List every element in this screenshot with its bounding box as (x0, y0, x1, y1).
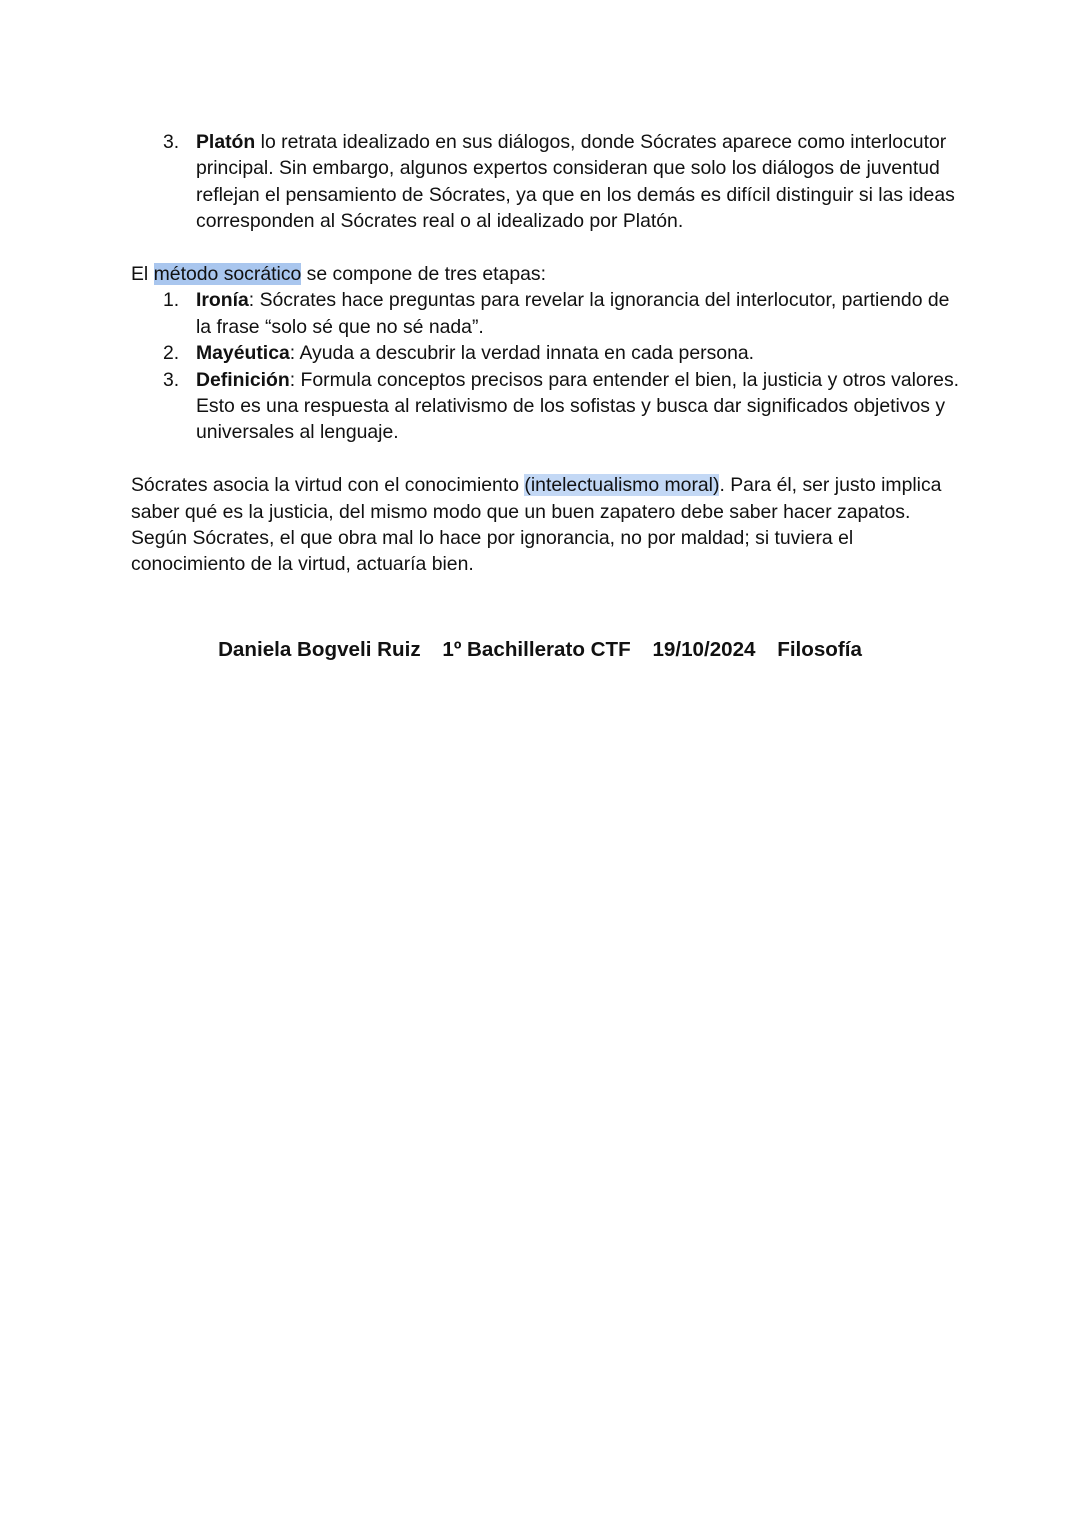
list-item-text: : Formula conceptos precisos para entender el bien, la justicia y otros valores. Esto es una respuesta al relativismo de los sofistas y busca dar significados objetivos y universales al lenguaje. (196, 368, 960, 444)
list-number: 1. (163, 289, 180, 312)
footer-date: 19/10/2024 (652, 638, 756, 661)
list-item (131, 287, 961, 340)
document-body (131, 129, 961, 578)
list-number: 3. (163, 368, 180, 391)
virtue-suffix: . Para él, ser justo implica saber qué es la justicia, del mismo modo que un buen zapatero debe saber hacer zapatos. Según Sócrates, el que obra mal lo hace por ignorancia, no por maldad; si tuviera el conocimiento de la virtud, actuaría bien. (131, 474, 942, 576)
virtue-paragraph (131, 472, 961, 578)
term-bold: Platón (196, 131, 256, 153)
list-item-text: lo retrata idealizado en sus diálogos, donde Sócrates aparece como interlocutor principal. Sin embargo, algunos expertos consideran que solo los diálogos de juventud reflejan el pensamiento de Sócrates, ya que en los demás es difícil distinguir si las ideas corresponden al Sócrates real o al idealizado por Platón. (196, 131, 955, 233)
virtue-prefix: Sócrates asocia la virtud con el conocimiento (131, 474, 525, 497)
method-stages-list (131, 287, 961, 445)
footer-signature (0, 636, 1080, 664)
highlighted-text: (intelectualismo moral) (524, 474, 720, 497)
method-intro-prefix: El (131, 263, 154, 286)
term-bold: Mayéutica (196, 342, 290, 365)
highlighted-text: método socrático (153, 263, 302, 286)
list-item (131, 129, 961, 235)
list-number: 3. (163, 131, 180, 153)
footer-author: Daniela Bogveli Ruiz (218, 638, 421, 661)
platon-list (131, 129, 961, 235)
term-bold: Ironía (196, 289, 249, 312)
list-item-text: : Sócrates hace preguntas para revelar la ignorancia del interlocutor, partiendo de la frase “solo sé que no sé nada”. (196, 289, 950, 338)
footer-subject: Filosofía (777, 638, 862, 661)
term-bold: Definición (196, 368, 290, 391)
list-item (131, 340, 961, 366)
method-intro-suffix: se compone de tres etapas: (301, 263, 546, 286)
method-intro (131, 261, 961, 287)
footer-course: 1º Bachillerato CTF (442, 638, 631, 661)
list-item-text: : Ayuda a descubrir la verdad innata en cada persona. (289, 342, 755, 365)
list-item (131, 367, 961, 446)
list-number: 2. (163, 342, 180, 365)
